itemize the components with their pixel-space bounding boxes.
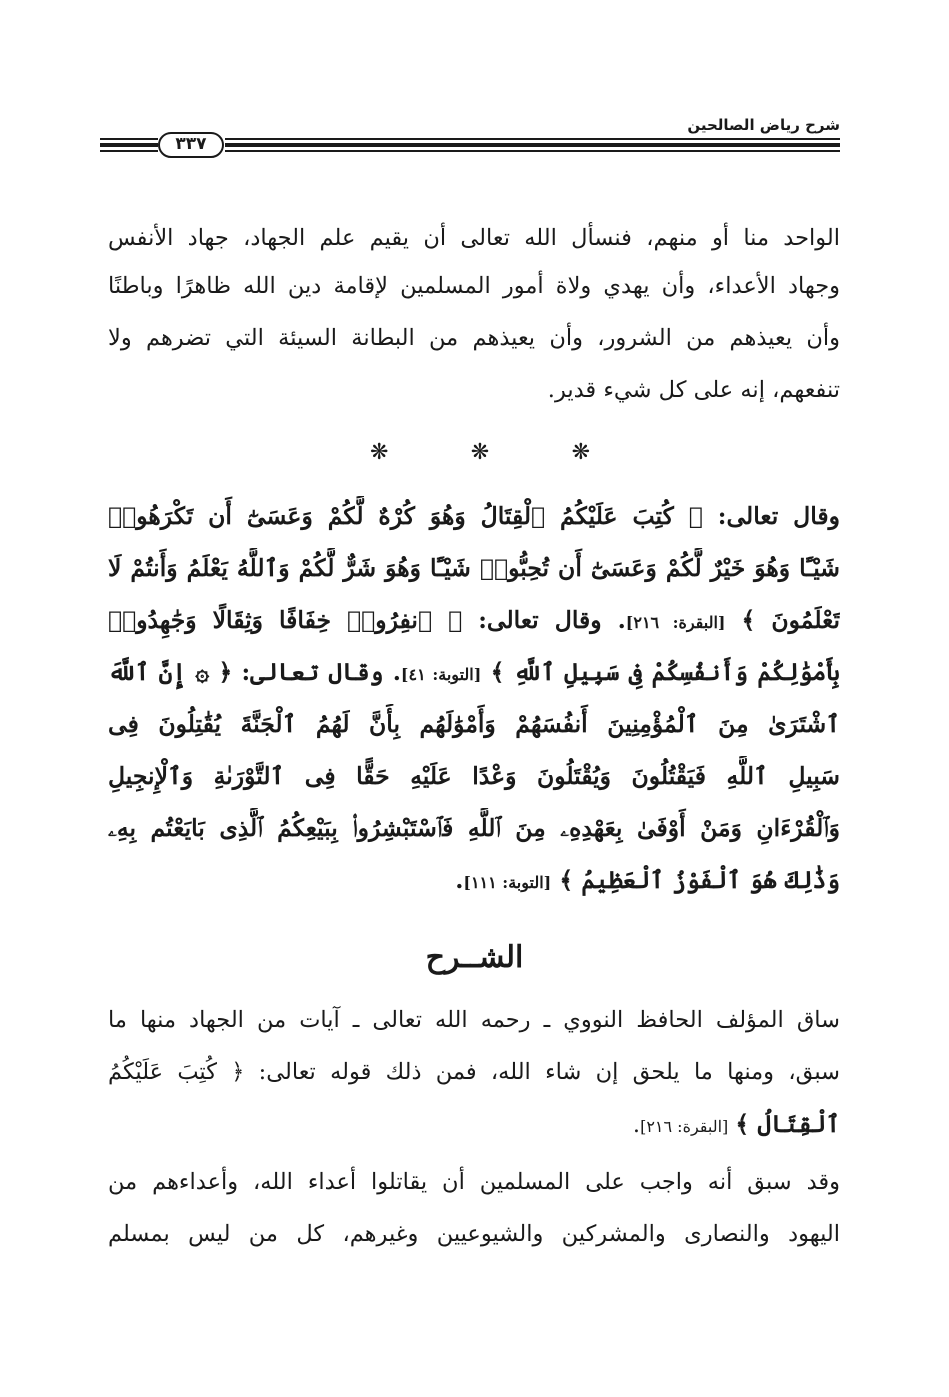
verse-reference: [التوبة: ١١١]: [463, 873, 552, 892]
section-separator: [370, 440, 590, 465]
verse-line: وَٱلْقُرْءَانِ وَمَنْ أَوْفَىٰ بِعَهْدِهِۦ مِنَ ٱللَّهِ فَٱسْتَبْشِرُوا۟ بِبَيْعِكُمُ ٱلَّذِى بَايَعْتُم بِهِۦ: [108, 814, 840, 842]
verse-line: بِأَمْوَٰلِكُمْ وَأَنفُسِكُمْ فِى سَبِيلِ ٱللَّهِ ﴾ [التوبة: ٤١]. وقال تعالى: ﴿ ۞ إِنَّ ٱللَّهَ: [108, 658, 840, 686]
asterism-icon: ❋: [370, 440, 389, 465]
commentary-line: سبق، ومنها ما يلحق إن شاء الله، فمن ذلك قوله تعالى: ﴿ كُتِبَ عَلَيْكُمُ: [108, 1059, 840, 1085]
header-rule-right: [225, 138, 840, 152]
commentary-line: ٱلْقِتَالُ ﴾ [البقرة: ٢١٦].: [632, 1110, 840, 1138]
intro-line: الواحد منا أو منهم، فنسأل الله تعالى أن يقيم علم الجهاد، جهاد الأنفس: [108, 225, 840, 251]
page-number: ٣٣٧: [158, 132, 224, 158]
intro-line: وأن يعيذهم من الشرور، وأن يعيذهم من البطانة السيئة التي تضرهم ولا: [108, 325, 840, 351]
header-rule-left: [100, 138, 158, 152]
intro-line: وجهاد الأعداء، وأن يهدي ولاة أمور المسلمين لإقامة دين الله ظاهرًا وباطنًا: [108, 273, 840, 299]
asterism-icon: ❋: [470, 440, 490, 465]
verse-reference: [البقرة: ٢١٦]: [625, 613, 726, 632]
intro-line: تنفعهم، إنه على كل شيء قدير.: [547, 377, 840, 403]
commentary-line: اليهود والنصارى والمشركين والشيوعيين وغيرهم، كل من ليس بمسلم: [108, 1221, 840, 1247]
commentary-line: ساق المؤلف الحافظ النووي ـ رحمه الله تعالى ـ آيات من الجهاد منها ما: [108, 1007, 840, 1033]
verse-line: شَيْـًٔا وَهُوَ خَيْرٌ لَّكُمْ وَعَسَىٰٓ أَن تُحِبُّوا۟ شَيْـًٔا وَهُوَ شَرٌّ لَّكُمْ وَٱللَّهُ يَعْلَمُ وَأَنتُمْ لَا: [108, 554, 840, 582]
book-title: شرح رياض الصالحين: [687, 116, 840, 134]
section-title: الشــرح: [425, 940, 524, 975]
verse-reference: [التوبة: ٤١]: [400, 665, 482, 684]
verse-line: وَذَٰلِكَ هُوَ ٱلْفَوْزُ ٱلْعَظِيمُ ﴾ [التوبة: ١١١].: [455, 866, 840, 894]
verse-reference: [البقرة: ٢١٦]: [640, 1117, 729, 1136]
commentary-line: وقد سبق أنه واجب على المسلمين أن يقاتلوا أعداء الله، وأعداءهم من: [108, 1169, 840, 1195]
verse-line: ٱشْتَرَىٰ مِنَ ٱلْمُؤْمِنِينَ أَنفُسَهُمْ وَأَمْوَٰلَهُم بِأَنَّ لَهُمُ ٱلْجَنَّةَ يُقَٰتِلُونَ فِى: [108, 710, 840, 738]
verse-line: وقال تعالى: ﴿ كُتِبَ عَلَيْكُمُ ٱلْقِتَالُ وَهُوَ كُرْهٌ لَّكُمْ وَعَسَىٰٓ أَن تَكْرَهُوا۟: [108, 502, 840, 530]
verse-line: تَعْلَمُونَ ﴾ [البقرة: ٢١٦]. وقال تعالى: ﴿ ٱنفِرُوا۟ خِفَافًا وَثِقَالًا وَجَٰهِدُوا۟: [108, 606, 840, 634]
page-header: [100, 112, 840, 162]
verse-line: سَبِيلِ ٱللَّهِ فَيَقْتُلُونَ وَيُقْتَلُونَ وَعْدًا عَلَيْهِ حَقًّا فِى ٱلتَّوْرَىٰةِ وَٱلْإِنجِيلِ: [108, 762, 840, 790]
asterism-icon: ❋: [571, 440, 590, 465]
